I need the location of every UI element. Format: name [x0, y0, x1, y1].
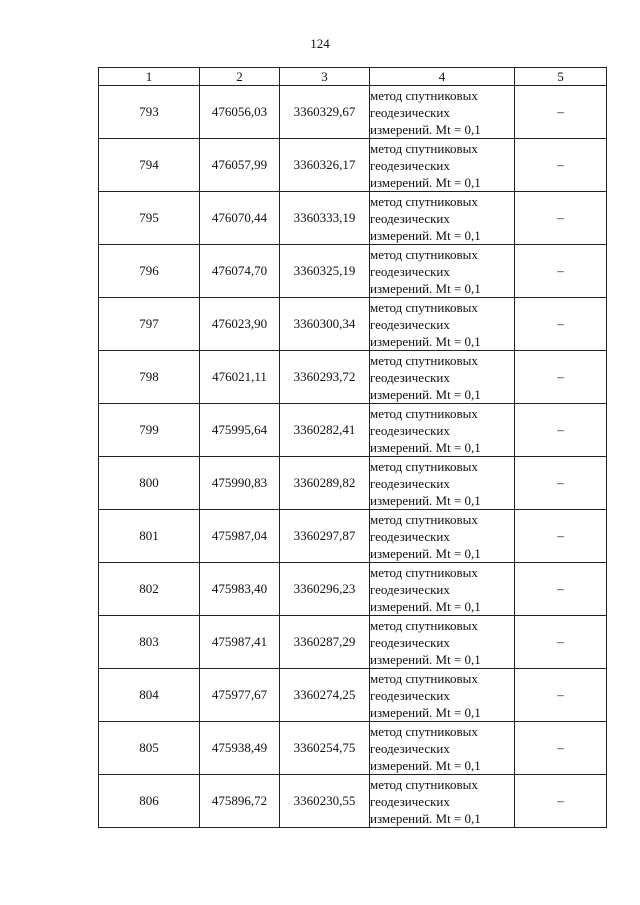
header-col-4: 4 [370, 68, 515, 86]
coordinate-y: 3360289,82 [280, 457, 370, 510]
method-line: метод спутниковых [370, 140, 478, 156]
method-line: геодезических [370, 422, 450, 438]
point-number: 796 [99, 245, 200, 298]
coordinate-x: 476057,99 [200, 139, 280, 192]
measurement-method [370, 245, 515, 298]
note-cell: – [515, 616, 607, 669]
point-number: 800 [99, 457, 200, 510]
coordinate-x: 475995,64 [200, 404, 280, 457]
method-line: измерений. Mt = 0,1 [370, 545, 481, 561]
table-row [99, 510, 607, 563]
measurement-method [370, 775, 515, 828]
table-row [99, 404, 607, 457]
method-line: измерений. Mt = 0,1 [370, 174, 481, 190]
note-cell: – [515, 457, 607, 510]
method-line: метод спутниковых [370, 87, 478, 103]
point-number: 799 [99, 404, 200, 457]
note-cell: – [515, 351, 607, 404]
table-row [99, 563, 607, 616]
coordinate-x: 475987,04 [200, 510, 280, 563]
measurement-method [370, 404, 515, 457]
coordinate-x: 475896,72 [200, 775, 280, 828]
table-row [99, 245, 607, 298]
table-row [99, 457, 607, 510]
note-cell: – [515, 722, 607, 775]
method-line: геодезических [370, 369, 450, 385]
point-number: 797 [99, 298, 200, 351]
coordinate-y: 3360274,25 [280, 669, 370, 722]
measurement-method [370, 139, 515, 192]
coordinate-x: 476021,11 [200, 351, 280, 404]
method-line: метод спутниковых [370, 352, 478, 368]
method-line: метод спутниковых [370, 458, 478, 474]
coordinate-x: 475987,41 [200, 616, 280, 669]
table-row [99, 722, 607, 775]
table-row [99, 86, 607, 139]
table-row [99, 669, 607, 722]
measurement-method [370, 298, 515, 351]
measurement-method [370, 86, 515, 139]
method-line: метод спутниковых [370, 193, 478, 209]
method-line: геодезических [370, 157, 450, 173]
method-line: геодезических [370, 687, 450, 703]
note-cell: – [515, 669, 607, 722]
point-number: 802 [99, 563, 200, 616]
method-line: геодезических [370, 581, 450, 597]
table-row [99, 298, 607, 351]
header-col-2: 2 [200, 68, 280, 86]
coordinate-y: 3360300,34 [280, 298, 370, 351]
coordinate-y: 3360282,41 [280, 404, 370, 457]
note-cell: – [515, 563, 607, 616]
method-line: метод спутниковых [370, 564, 478, 580]
header-row [99, 68, 607, 86]
note-cell: – [515, 298, 607, 351]
method-line: геодезических [370, 528, 450, 544]
point-number: 794 [99, 139, 200, 192]
method-line: измерений. Mt = 0,1 [370, 227, 481, 243]
header-col-1: 1 [99, 68, 200, 86]
method-line: метод спутниковых [370, 511, 478, 527]
coordinates-table [98, 67, 607, 828]
point-number: 805 [99, 722, 200, 775]
coordinate-y: 3360254,75 [280, 722, 370, 775]
measurement-method [370, 669, 515, 722]
point-number: 795 [99, 192, 200, 245]
method-line: метод спутниковых [370, 670, 478, 686]
note-cell: – [515, 192, 607, 245]
method-line: метод спутниковых [370, 246, 478, 262]
method-line: геодезических [370, 740, 450, 756]
method-line: геодезических [370, 104, 450, 120]
coordinate-x: 476023,90 [200, 298, 280, 351]
page-number: 124 [310, 36, 330, 51]
method-line: измерений. Mt = 0,1 [370, 492, 481, 508]
table-row [99, 139, 607, 192]
method-line: метод спутниковых [370, 776, 478, 792]
coordinate-x: 476056,03 [200, 86, 280, 139]
coordinate-x: 475983,40 [200, 563, 280, 616]
coordinate-x: 475977,67 [200, 669, 280, 722]
header-col-3: 3 [280, 68, 370, 86]
note-cell: – [515, 775, 607, 828]
measurement-method [370, 510, 515, 563]
note-cell: – [515, 86, 607, 139]
method-line: измерений. Mt = 0,1 [370, 280, 481, 296]
method-line: измерений. Mt = 0,1 [370, 121, 481, 137]
method-line: измерений. Mt = 0,1 [370, 810, 481, 826]
note-cell: – [515, 510, 607, 563]
table-body [99, 86, 607, 828]
method-line: метод спутниковых [370, 617, 478, 633]
table-row [99, 775, 607, 828]
coordinate-y: 3360325,19 [280, 245, 370, 298]
method-line: геодезических [370, 210, 450, 226]
method-line: измерений. Mt = 0,1 [370, 439, 481, 455]
method-line: геодезических [370, 316, 450, 332]
method-line: измерений. Mt = 0,1 [370, 598, 481, 614]
coordinate-y: 3360333,19 [280, 192, 370, 245]
method-line: измерений. Mt = 0,1 [370, 651, 481, 667]
note-cell: – [515, 139, 607, 192]
method-line: измерений. Mt = 0,1 [370, 386, 481, 402]
table-header [99, 68, 607, 86]
coordinate-y: 3360230,55 [280, 775, 370, 828]
point-number: 806 [99, 775, 200, 828]
method-line: геодезических [370, 263, 450, 279]
coordinate-x: 476070,44 [200, 192, 280, 245]
table-row [99, 192, 607, 245]
method-line: метод спутниковых [370, 723, 478, 739]
point-number: 803 [99, 616, 200, 669]
measurement-method [370, 351, 515, 404]
method-line: метод спутниковых [370, 299, 478, 315]
method-line: измерений. Mt = 0,1 [370, 333, 481, 349]
coordinate-y: 3360329,67 [280, 86, 370, 139]
note-cell: – [515, 404, 607, 457]
method-line: геодезических [370, 475, 450, 491]
coordinate-x: 475990,83 [200, 457, 280, 510]
measurement-method [370, 457, 515, 510]
coordinate-x: 475938,49 [200, 722, 280, 775]
coordinate-y: 3360326,17 [280, 139, 370, 192]
coordinate-x: 476074,70 [200, 245, 280, 298]
point-number: 801 [99, 510, 200, 563]
coordinate-y: 3360287,29 [280, 616, 370, 669]
table-row [99, 616, 607, 669]
method-line: измерений. Mt = 0,1 [370, 757, 481, 773]
point-number: 804 [99, 669, 200, 722]
method-line: измерений. Mt = 0,1 [370, 704, 481, 720]
coordinate-y: 3360296,23 [280, 563, 370, 616]
point-number: 798 [99, 351, 200, 404]
coordinate-y: 3360297,87 [280, 510, 370, 563]
method-line: метод спутниковых [370, 405, 478, 421]
method-line: геодезических [370, 793, 450, 809]
table-row [99, 351, 607, 404]
measurement-method [370, 722, 515, 775]
measurement-method [370, 616, 515, 669]
point-number: 793 [99, 86, 200, 139]
measurement-method [370, 563, 515, 616]
measurement-method [370, 192, 515, 245]
coordinate-y: 3360293,72 [280, 351, 370, 404]
header-col-5: 5 [515, 68, 607, 86]
method-line: геодезических [370, 634, 450, 650]
note-cell: – [515, 245, 607, 298]
